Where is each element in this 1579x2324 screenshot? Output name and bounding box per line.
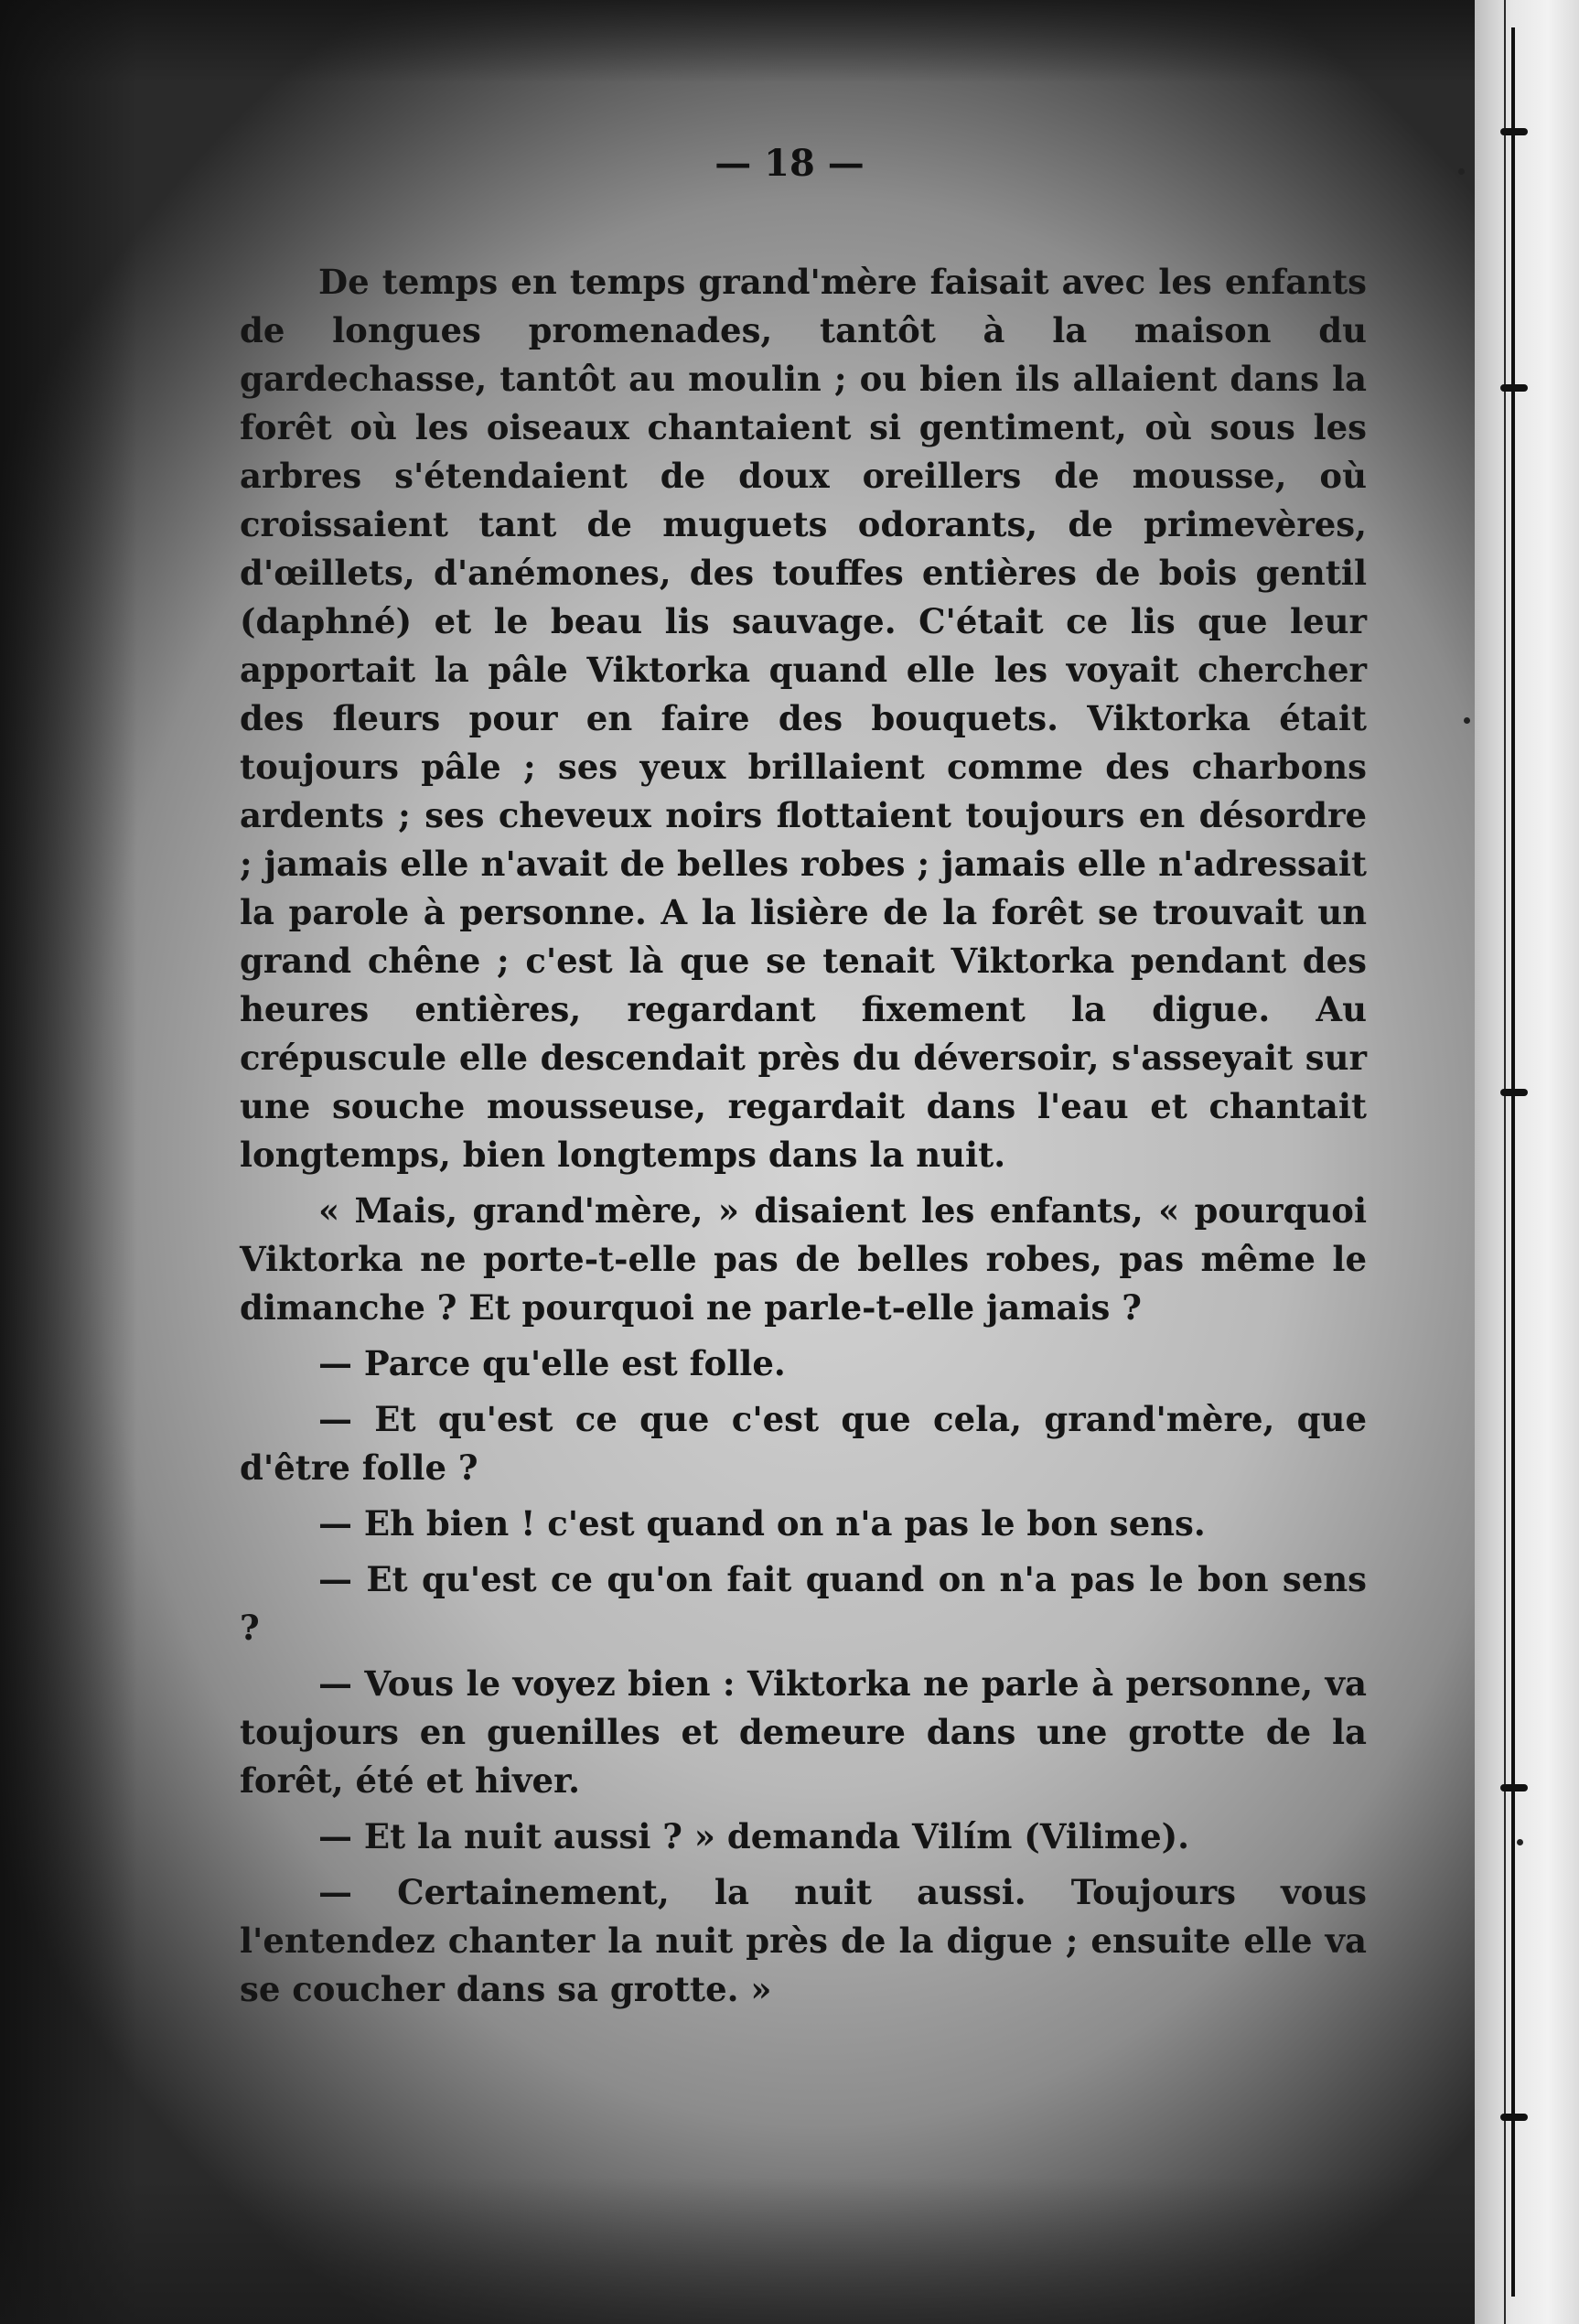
dialogue-line: — Et qu'est ce qu'on fait quand on n'a pas le bon sens ? — [240, 1559, 1367, 1648]
dialogue-line: — Et la nuit aussi ? » demanda Vilím (Vilime). — [318, 1816, 1190, 1856]
scan-shadow-top — [0, 0, 1579, 82]
body-text — [240, 258, 1367, 2014]
paragraph: « Mais, grand'mère, » disaient les enfants, « pourquoi Viktorka ne porte-t-elle pas de belles robes, pas même le dimanche ? Et pourquoi ne parle-t-elle jamais ? — [240, 1190, 1367, 1328]
binding-mark — [1500, 1784, 1528, 1791]
binding-mark — [1500, 2114, 1528, 2121]
dialogue-line: — Eh bien ! c'est quand on n'a pas le bon sens. — [318, 1503, 1206, 1544]
scan-shadow-left — [0, 0, 137, 2324]
dialogue-line: — Certainement, la nuit aussi. Toujours vous l'entendez chanter la nuit près de la digue ; ensuite elle va se coucher dans sa grotte. » — [240, 1872, 1367, 2009]
page-edge-strip — [1475, 0, 1579, 2324]
dialogue-line: — Vous le voyez bien : Viktorka ne parle à personne, va toujours en guenilles et demeure dans une grotte de la forêt, été et hiver. — [240, 1663, 1367, 1801]
binding-rule — [1511, 27, 1515, 2297]
ink-speck — [1517, 1839, 1523, 1845]
page-edge-line — [1504, 0, 1506, 2324]
binding-mark — [1500, 384, 1528, 392]
dialogue-line: — Et qu'est ce que c'est que cela, grand'mère, que d'être folle ? — [240, 1399, 1367, 1488]
dialogue-line: — Parce qu'elle est folle. — [318, 1343, 786, 1383]
page-number: — 18 — — [714, 142, 865, 185]
paragraph: De temps en temps grand'mère faisait avec les enfants de longues promenades, tantôt à la maison du gardechasse, tantôt au moulin ; ou bien ils allaient dans la forêt où les oiseaux chantaient si gentiment, où sous les arbres s'étendaient de doux oreillers de mousse, où croissaient tant de muguets odorants, de primevères, d'œillets, d'anémones, des touffes entières de bois gentil (daphné) et le beau lis sauvage. C'était ce lis que leur apportait la pâle Viktorka quand elle les voyait chercher des fleurs pour en faire des bouquets. Viktorka était toujours pâle ; ses yeux brillaient comme des charbons ardents ; ses cheveux noirs flottaient toujours en désordre ; jamais elle n'avait de belles robes ; jamais elle n'adressait la parole à personne. A la lisière de la forêt se trouvait un grand chêne ; c'est là que se tenait Viktorka pendant des heures entières, regardant fixement la digue. Au crépuscule elle descendait près du déversoir, s'asseyait sur une souche mousseuse, regardait dans l'eau et chantait longtemps, bien longtemps dans la nuit. — [240, 262, 1367, 1175]
binding-mark — [1500, 128, 1528, 135]
binding-mark — [1500, 1089, 1528, 1096]
ink-speck — [1464, 717, 1470, 724]
scan-shadow-bottom — [0, 2178, 1579, 2324]
